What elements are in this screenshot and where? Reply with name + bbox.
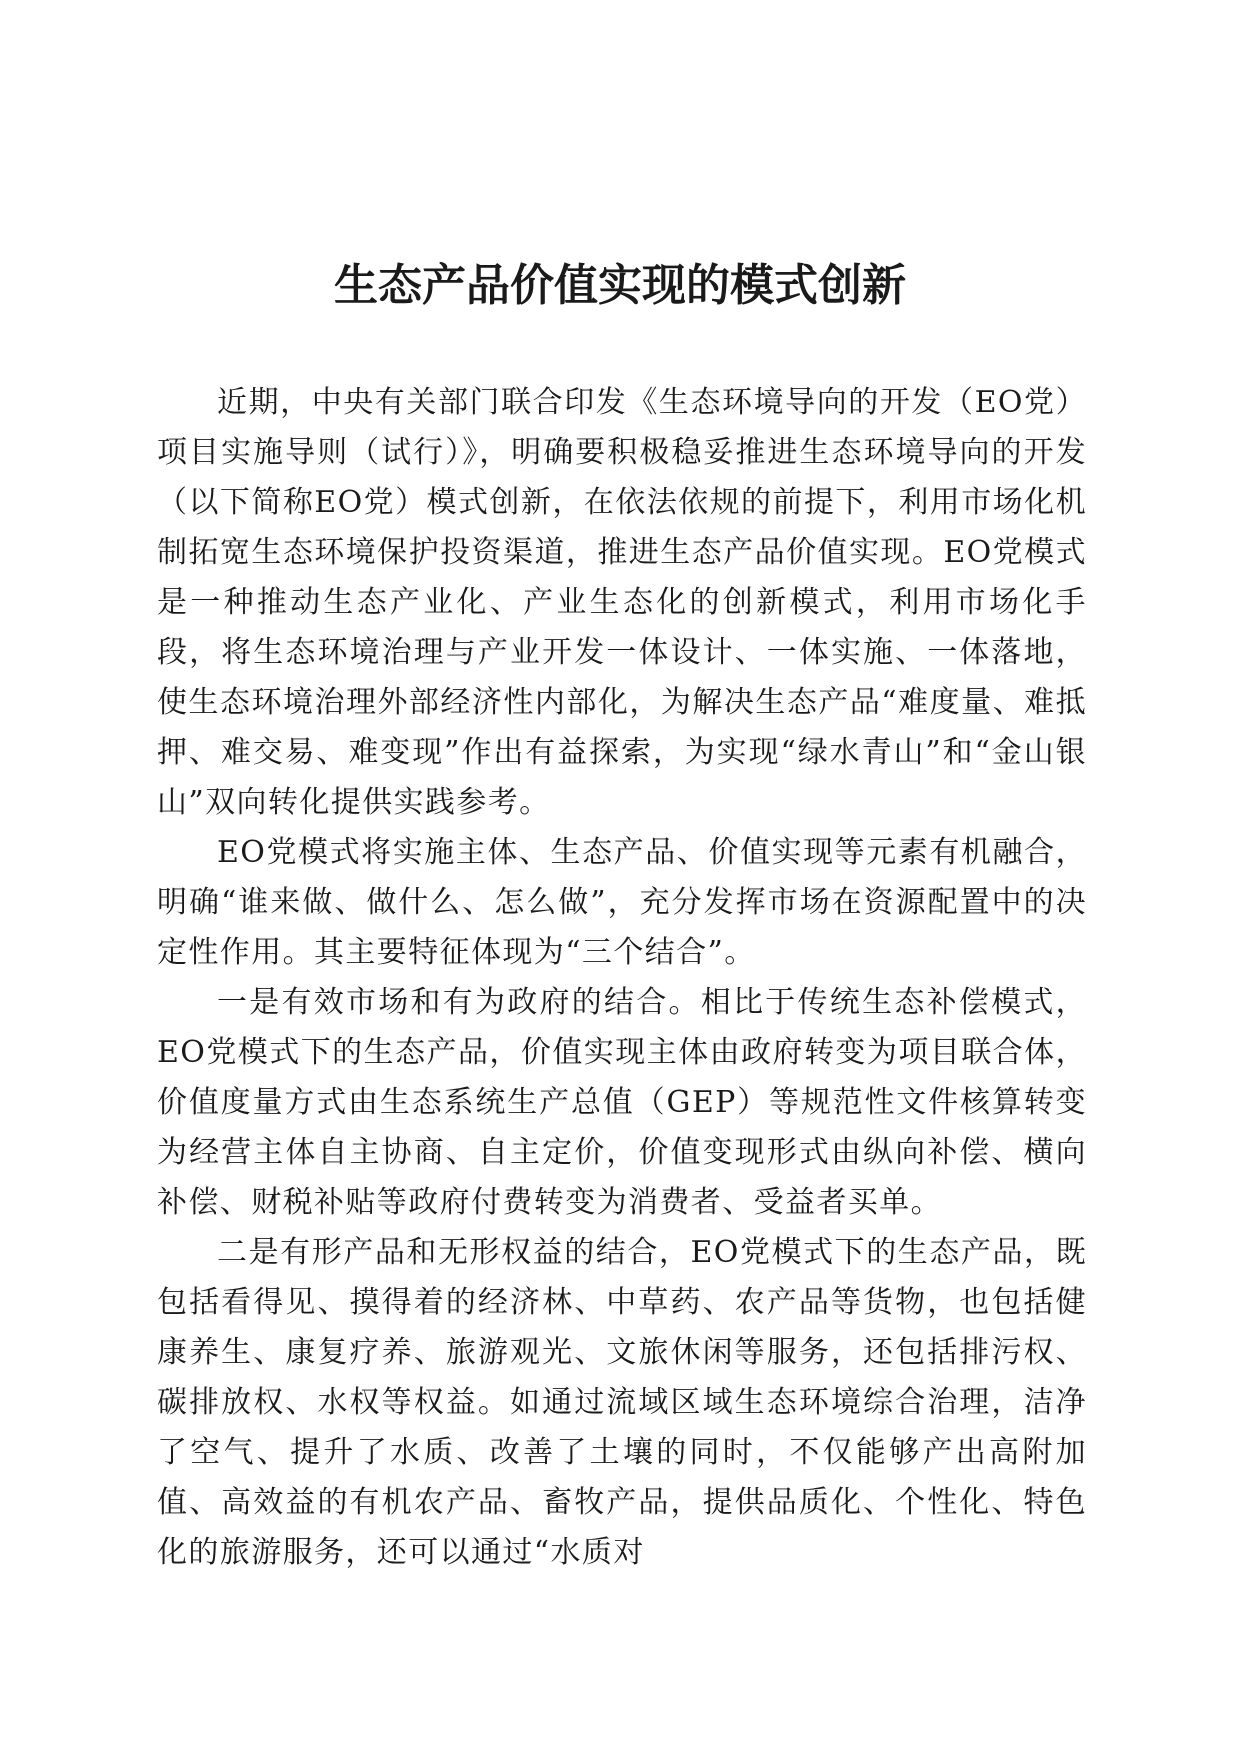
document-body <box>157 378 1087 1578</box>
paragraph-4: 二是有形产品和无形权益的结合，EO党模式下的生态产品，既包括看得见、摸得着的经济林、中草药、农产品等货物，也包括健康养生、康复疗养、旅游观光、文旅休闲等服务，还包括排污权、碳排放权、水权等权益。如通过流域区域生态环境综合治理，洁净了空气、提升了水质、改善了土壤的同时，不仅能够产出高附加值、高效益的有机农产品、畜牧产品，提供品质化、个性化、特色化的旅游服务，还可以通过“水质对 <box>157 1235 1087 1570</box>
document-title: 生态产品价值实现的模式创新 <box>334 260 906 311</box>
paragraph-2: EO党模式将实施主体、生态产品、价值实现等元素有机融合，明确“谁来做、做什么、怎么做”，充分发挥市场在资源配置中的决定性作用。其主要特征体现为“三个结合”。 <box>157 835 1087 970</box>
paragraph-1: 近期，中央有关部门联合印发《生态环境导向的开发（EO党）项目实施导则（试行）》，明确要积极稳妥推进生态环境导向的开发（以下简称EO党）模式创新，在依法依规的前提下，利用市场化机制拓宽生态环境保护投资渠道，推进生态产品价值实现。EO党模式是一种推动生态产业化、产业生态化的创新模式，利用市场化手段，将生态环境治理与产业开发一体设计、一体实施、一体落地，使生态环境治理外部经济性内部化，为解决生态产品“难度量、难抵押、难交易、难变现”作出有益探索，为实现“绿水青山”和“金山银山”双向转化提供实践参考。 <box>157 385 1087 820</box>
paragraph-3: 一是有效市场和有为政府的结合。相比于传统生态补偿模式，EO党模式下的生态产品，价值实现主体由政府转变为项目联合体，价值度量方式由生态系统生产总值（GEP）等规范性文件核算转变为经营主体自主协商、自主定价，价值变现形式由纵向补偿、横向补偿、财税补贴等政府付费转变为消费者、受益者买单。 <box>157 985 1087 1220</box>
